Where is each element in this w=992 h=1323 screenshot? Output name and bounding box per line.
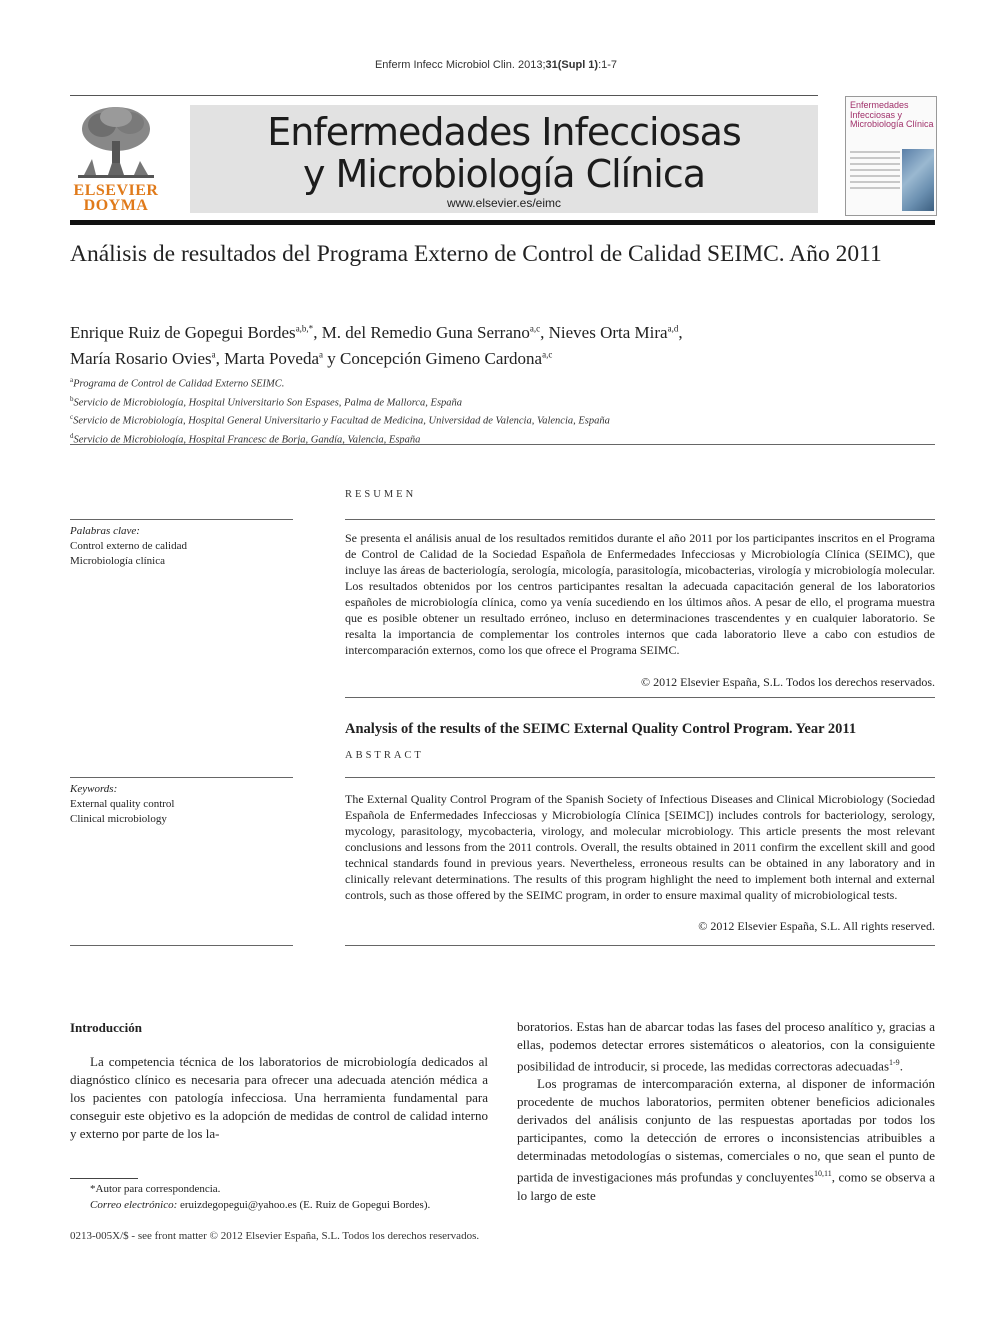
author: M. del Remedio Guna Serrano$^{a,c}$, <box>321 322 549 342</box>
front-matter-line: 0213-005X/$ - see front matter © 2012 Elsevier España, S.L. Todos los derechos reservados. <box>70 1230 480 1242</box>
abstract-heading: ABSTRACT <box>345 750 424 761</box>
author: Concepción Gimeno Cardona$^{a,c}$ <box>340 349 553 369</box>
footnotes <box>90 1181 490 1213</box>
citation-volume: 31(Supl 1) <box>545 59 599 71</box>
intro-paragraph: Los programas de intercomparación externa, al disponer de información procedente de muchos laboratorios, permiten obtener beneficios adicionales derivados del análisis conjunto de las respuestas aportadas por todos los participantes, como la detección de errores o inconsistencias atribuibles a determinadas metodologías o sistemas, comerciales o no, que sean el punto de partida de investigaciones más profundas y concluyentes$^{10,11}$, como se observa a lo largo de este <box>517 1076 935 1203</box>
keyword: Microbiología clínica <box>70 555 165 567</box>
header-thick-bar <box>70 220 935 225</box>
keywords-rule-en <box>70 777 293 778</box>
keyword: Control externo de calidad <box>70 540 187 552</box>
corresponding-author-note: *Autor para correspondencia. <box>90 1183 221 1195</box>
author-list <box>70 317 935 370</box>
journal-title <box>190 111 818 195</box>
abstract-text: The External Quality Control Program of the Spanish Society of Infectious Diseases and Clinical Microbiology (Sociedad Española de Enfermedades Infecciosas y Microbiología Clínica [SEIMC]) includes controls for bacteriology, serology, mycology, parasitology, mycobacteria, virology, and molecular microbiology. This article presents the most relevant conclusions and lessons from the 2011 controls. Overall, the results obtained in 2011 confirm the excellent skill and good technical standards found in previous years. Nevertheless, erroneous results can be obtained in any laboratory and in clinically relevant determinations. The results of this program highlight the need to implement both internal and external controls, such as those offered by the SEIMC program, in order to ensure maximal quality of microbiological tests. <box>345 792 935 902</box>
citation-ref[interactable]: 10,11 <box>814 1169 832 1179</box>
affiliations <box>70 373 935 447</box>
author: Nieves Orta Mira$^{a,d}$, <box>548 322 683 342</box>
resumen-end-rule <box>345 697 935 698</box>
abstract-rule <box>345 777 935 778</box>
publisher-name-line2: DOYMA <box>83 197 149 214</box>
abstract-end-rule <box>345 945 935 946</box>
footnote-rule <box>70 1178 138 1179</box>
keywords-label: Keywords: <box>70 783 118 795</box>
journal-citation <box>0 59 992 71</box>
resumen-heading: RESUMEN <box>345 489 417 500</box>
cover-title: Enfermedades Infecciosas y Microbiología Clínica <box>850 100 934 129</box>
affiliation: $^d$Servicio de Microbiología, Hospital Francesc de Borja, Gandía, Valencia, España <box>70 431 421 445</box>
cover-image <box>902 149 934 211</box>
intro-heading: Introducción <box>70 1020 142 1035</box>
journal-cover <box>845 96 937 216</box>
keywords-label: Palabras clave: <box>70 525 140 537</box>
journal-title-line2: y Microbiología Clínica <box>302 152 706 196</box>
resumen-keywords <box>70 524 293 569</box>
citation-ref[interactable]: 1-9 <box>889 1058 900 1067</box>
resumen-copyright: © 2012 Elsevier España, S.L. Todos los derechos reservados. <box>641 675 935 689</box>
affiliation: $^a$Programa de Control de Calidad Externo SEIMC. <box>70 376 285 390</box>
citation-journal: Enferm Infecc Microbiol Clin. 2013; <box>374 59 546 71</box>
cover-text-lines <box>850 147 900 193</box>
intro-left-column <box>70 1053 488 1143</box>
keyword: Clinical microbiology <box>70 813 167 825</box>
journal-title-line1: Enfermedades Infecciosas <box>267 110 741 154</box>
publisher-name-line1: ELSEVIER <box>73 182 159 199</box>
author: Marta Poveda$^a$ y <box>224 349 341 369</box>
intro-right-column <box>517 1018 935 1205</box>
author: María Rosario Ovies$^a$, <box>70 349 225 369</box>
resumen-rule <box>345 519 935 520</box>
resumen-text: Se presenta el análisis anual de los resultados remitidos durante el año 2011 por los participantes inscritos en el Programa de Control de Calidad de la Sociedad Española de Enfermedades Infecciosas y Microbiología Clínica (SEIMC), que incluye las áreas de bacteriología, serología, micología, parasitología, micobacterias, virología y microbiología molecular. Los resultados obtenidos por los centros participantes resaltan la adecuada capacitación general de los laboratorios españoles de microbiología clínica, como ya venía sucediendo en los últimos años. A pesar de ello, el programa muestra que es posible obtener un resultado erróneo, incluso en determinaciones trascendentes y en cualquier laboratorio. Se resalta la importancia de complementar los controles internos que cada laboratorio lleve a cabo con estudios de intercomparación externos, como los que ofrece el Programa SEIMC. <box>345 531 935 657</box>
keywords-end-rule <box>70 945 293 946</box>
journal-banner <box>190 105 818 213</box>
abstract-keywords <box>70 782 293 827</box>
header-rule <box>70 95 818 96</box>
elsevier-tree-icon <box>78 103 154 181</box>
article-title: Análisis de resultados del Programa Externo de Control de Calidad SEIMC. Año 2011 <box>70 241 882 267</box>
english-title: Analysis of the results of the SEIMC External Quality Control Program. Year 2011 <box>345 721 857 737</box>
keywords-rule <box>70 519 293 520</box>
intro-paragraph: boratorios. Estas han de abarcar todas las fases del proceso analítico y, gracias a ellas, podemos detectar errores sistemáticos o aleatorios, con la consiguiente posibilidad de introducir, si procede, las medidas correctoras adecuadas$^{1-9}$. <box>517 1019 935 1074</box>
author: Enrique Ruiz de Gopegui Bordes$^{a,b,*}$, <box>70 322 322 342</box>
email-note: Correo electrónico: eruizdegopegui@yahoo.es (E. Ruiz de Gopegui Bordes). <box>90 1199 431 1211</box>
section-divider <box>70 444 935 445</box>
author-email[interactable]: eruizdegopegui@yahoo.es (E. Ruiz de Gopegui Bordes). <box>177 1199 431 1211</box>
affiliation: $^c$Servicio de Microbiología, Hospital General Universitario y Facultad de Medicina, Universidad de Valencia, Valencia, España <box>70 413 610 427</box>
citation-pages: :1-7 <box>598 59 618 71</box>
intro-paragraph: La competencia técnica de los laboratorios de microbiología dedicados al diagnóstico clínico es necesaria para ofrecer una adecuada atención médica a los pacientes con patología infecciosa. Una herramienta fundamental para conseguir este objetivo es la adopción de medidas de control de calidad interno y externo por parte de los la- <box>70 1054 488 1141</box>
abstract-copyright: © 2012 Elsevier España, S.L. All rights reserved. <box>698 919 935 933</box>
elsevier-logo <box>70 103 162 215</box>
affiliation: $^b$Servicio de Microbiología, Hospital Universitario Son Espases, Palma de Mallorca, España <box>70 394 463 408</box>
journal-url[interactable]: www.elsevier.es/eimc <box>446 196 562 210</box>
keyword: External quality control <box>70 798 175 810</box>
